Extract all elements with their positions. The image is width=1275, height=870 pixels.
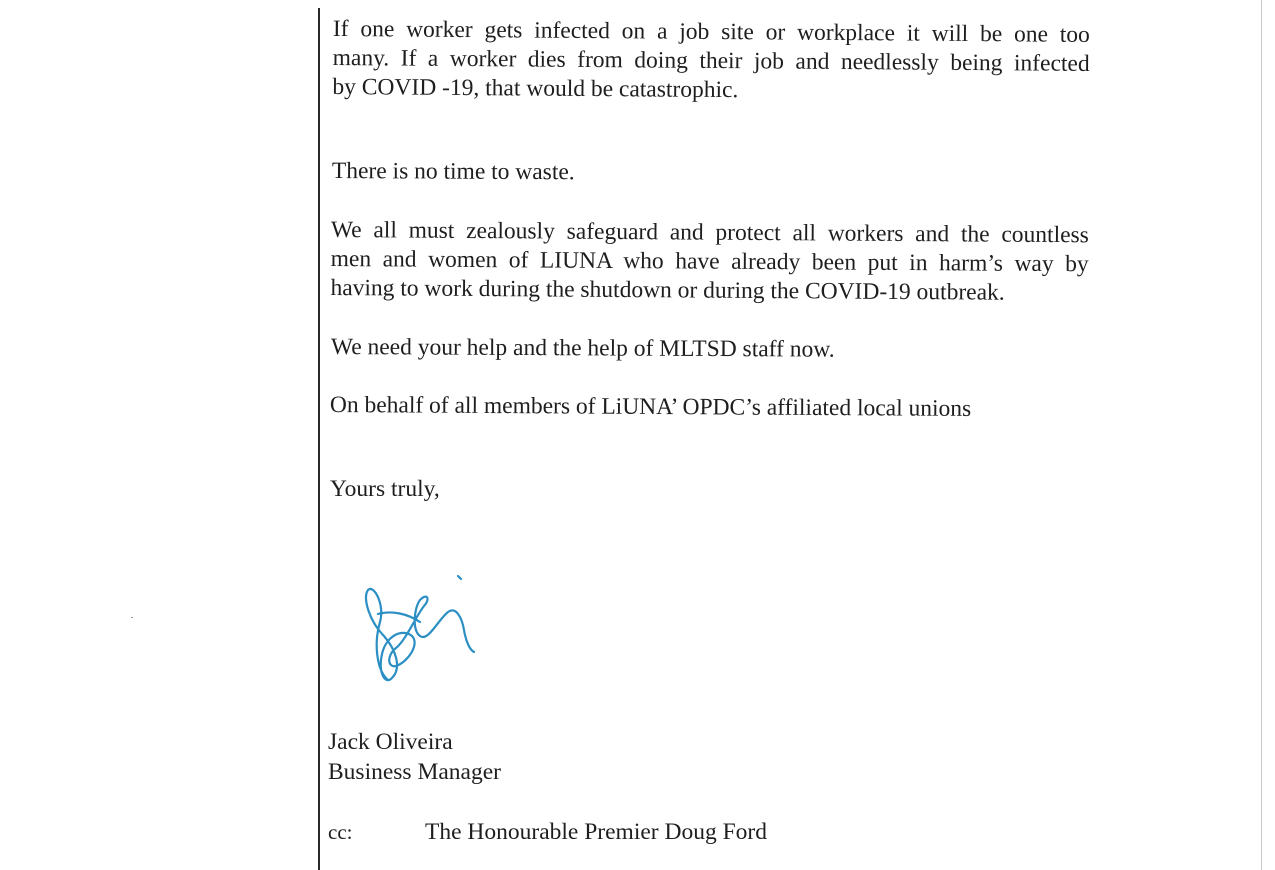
signature-stroke	[458, 576, 461, 579]
paragraph-line: many. If a worker dies from doing their job and needlessly being infected	[332, 44, 1090, 77]
closing-salutation: Yours truly,	[330, 476, 440, 502]
signer-name: Jack Oliveira	[328, 729, 453, 755]
paragraph-one-infection	[332, 15, 1090, 108]
handwritten-signature	[358, 570, 483, 695]
signature-stroke	[366, 589, 474, 680]
scan-speck	[131, 617, 133, 618]
paragraph-line: If one worker gets infected on a job site or workplace it will be one too	[332, 15, 1090, 48]
paragraph-on-behalf: On behalf of all members of LiUNA’ OPDC’s affiliated local unions	[329, 391, 972, 422]
paragraph-no-time: There is no time to waste.	[331, 157, 575, 186]
paragraph-need-help: We need your help and the help of MLTSD staff now.	[330, 334, 835, 363]
paragraph-line: We all must zealously safeguard and protect all workers and the countless	[330, 216, 1089, 249]
paragraph-safeguard-workers	[330, 216, 1089, 308]
signer-title: Business Manager	[328, 759, 501, 785]
cc-recipient: The Honourable Premier Doug Ford	[425, 819, 767, 845]
paragraph-line: having to work during the shutdown or during the COVID-19 outbreak.	[330, 274, 1005, 306]
cc-label: cc:	[328, 820, 353, 844]
page-right-edge	[1261, 0, 1262, 870]
cc-line	[328, 818, 767, 847]
paragraph-line: by COVID -19, that would be catastrophic.	[332, 73, 739, 104]
paragraph-line: men and women of LIUNA who have already been put in harm’s way by	[330, 245, 1089, 278]
left-margin-rule	[318, 8, 320, 870]
